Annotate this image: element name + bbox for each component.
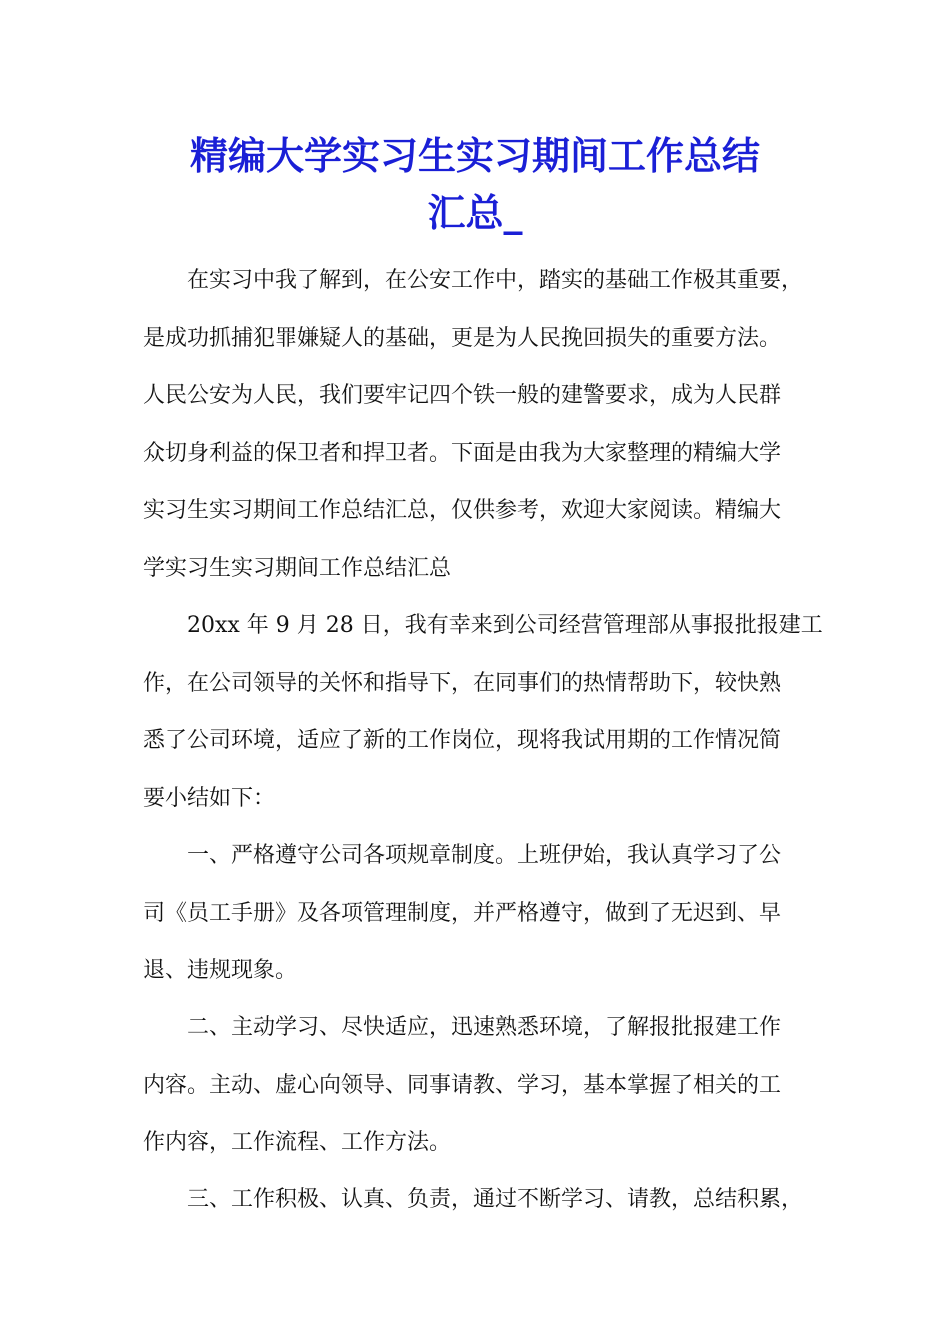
document-title-line-1: 精编大学实习生实习期间工作总结	[189, 133, 760, 178]
document-title-line-2: 汇总_	[427, 190, 523, 235]
paragraph-line: 20xx 年 9 月 28 日，我有幸来到公司经营管理部从事报批报建工	[187, 613, 823, 638]
paragraph-line: 是成功抓捕犯罪嫌疑人的基础，更是为人民挽回损失的重要方法。	[143, 325, 782, 351]
paragraph-line: 内容。主动、虚心向领导、同事请教、学习，基本掌握了相关的工	[143, 1072, 782, 1098]
paragraph-line: 一、严格遵守公司各项规章制度。上班伊始，我认真学习了公	[187, 843, 782, 868]
paragraph-line: 实习生实习期间工作总结汇总，仅供参考，欢迎大家阅读。精编大	[143, 498, 782, 523]
paragraph-start-date	[143, 597, 823, 827]
paragraph-item-3	[143, 1171, 813, 1229]
paragraph-line: 众切身利益的保卫者和捍卫者。下面是由我为大家整理的精编大学	[143, 440, 782, 466]
paragraph-line: 二、主动学习、尽快适应，迅速熟悉环境，了解报批报建工作	[187, 1015, 782, 1040]
paragraph-intro	[143, 252, 813, 597]
paragraph-line: 作内容，工作流程、工作方法。	[143, 1130, 452, 1155]
paragraph-line: 作，在公司领导的关怀和指导下，在同事们的热情帮助下，较快熟	[143, 670, 782, 696]
paragraph-item-2	[143, 999, 813, 1172]
paragraph-line: 要小结如下：	[143, 785, 276, 811]
paragraph-line: 人民公安为人民，我们要牢记四个铁一般的建警要求，成为人民群	[143, 383, 782, 408]
paragraph-item-1	[143, 827, 813, 1000]
paragraph-line: 悉了公司环境，适应了新的工作岗位，现将我试用期的工作情况简	[143, 728, 782, 753]
paragraph-line: 学实习生实习期间工作总结汇总	[143, 555, 452, 581]
paragraph-line: 三、工作积极、认真、负责，通过不断学习、请教，总结积累，	[187, 1187, 804, 1212]
paragraph-line: 在实习中我了解到，在公安工作中，踏实的基础工作极其重要，	[187, 268, 804, 293]
paragraph-line: 司《员工手册》及各项管理制度，并严格遵守，做到了无迟到、早	[143, 900, 782, 926]
paragraph-line: 退、违规现象。	[143, 958, 298, 983]
